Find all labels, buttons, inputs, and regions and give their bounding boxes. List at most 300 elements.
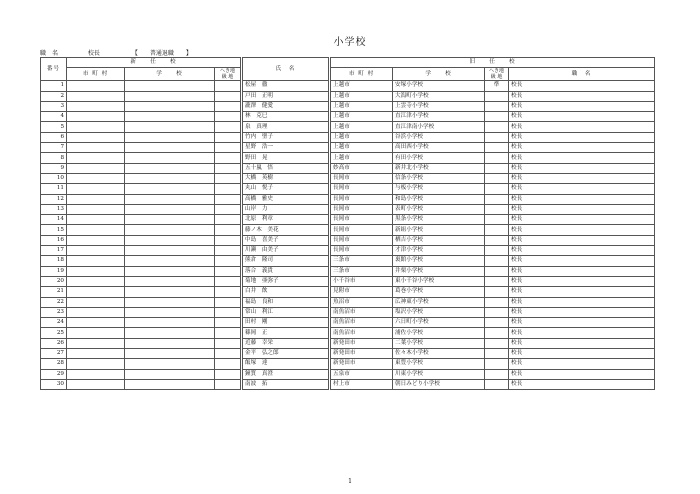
new-school-cell [125, 122, 215, 132]
new-remote-cell [215, 349, 241, 359]
old-city: 新発田市 [331, 338, 393, 348]
old-city: 上越市 [331, 132, 393, 142]
new-remote-cell [215, 215, 241, 225]
teacher-name: 福島 良和 [243, 297, 329, 307]
teacher-name: 瀧澤 健愛 [243, 101, 329, 111]
old-post: 校長 [509, 349, 655, 359]
old-remote-grade [485, 153, 509, 163]
table-row [41, 143, 655, 153]
new-city-cell [67, 91, 125, 101]
new-school-cell [125, 173, 215, 183]
new-remote-cell [215, 307, 241, 317]
teacher-name: 藤ノ木 美花 [243, 225, 329, 235]
new-school-cell [125, 349, 215, 359]
table-row [41, 297, 655, 307]
row-number: 8 [41, 153, 67, 163]
old-city: 長岡市 [331, 204, 393, 214]
header-new-school: 学 校 [125, 68, 215, 81]
row-number: 7 [41, 143, 67, 153]
new-city-cell [67, 173, 125, 183]
new-remote-cell [215, 132, 241, 142]
new-city-cell [67, 204, 125, 214]
old-city: 五泉市 [331, 369, 393, 379]
table-row [41, 153, 655, 163]
row-number: 13 [41, 204, 67, 214]
new-remote-cell [215, 287, 241, 297]
new-remote-cell [215, 163, 241, 173]
header-old-post: 職 名 [509, 68, 655, 81]
old-post: 校長 [509, 163, 655, 173]
new-city-cell [67, 338, 125, 348]
old-post: 校長 [509, 246, 655, 256]
header-old-remote-grade: へき地 級 地 [485, 68, 509, 81]
old-post: 校長 [509, 307, 655, 317]
teacher-name: 常山 利江 [243, 307, 329, 317]
old-post: 校長 [509, 215, 655, 225]
new-remote-cell [215, 297, 241, 307]
teacher-name: 白井 飲 [243, 287, 329, 297]
old-city: 見附市 [331, 287, 393, 297]
old-school: 栖吉小学校 [393, 235, 485, 245]
header-old-school: 学 校 [393, 68, 485, 81]
new-school-cell [125, 153, 215, 163]
new-remote-cell [215, 194, 241, 204]
old-remote-grade [485, 359, 509, 369]
new-remote-cell [215, 81, 241, 91]
old-post: 校長 [509, 184, 655, 194]
new-city-cell [67, 153, 125, 163]
old-post: 校長 [509, 328, 655, 338]
old-remote-grade [485, 369, 509, 379]
new-remote-cell [215, 225, 241, 235]
table-row [41, 101, 655, 111]
old-city: 長岡市 [331, 194, 393, 204]
new-city-cell [67, 101, 125, 111]
old-school: 塩沢小学校 [393, 307, 485, 317]
new-school-cell [125, 215, 215, 225]
table-row [41, 338, 655, 348]
row-number: 3 [41, 101, 67, 111]
new-remote-cell [215, 379, 241, 389]
new-city-cell [67, 184, 125, 194]
old-post: 校長 [509, 338, 655, 348]
old-school: 井栗小学校 [393, 266, 485, 276]
new-remote-cell [215, 184, 241, 194]
new-remote-cell [215, 256, 241, 266]
row-number: 1 [41, 81, 67, 91]
row-number: 6 [41, 132, 67, 142]
table-row [41, 256, 655, 266]
old-school: 浦佐小学校 [393, 328, 485, 338]
old-city: 上越市 [331, 101, 393, 111]
row-number: 26 [41, 338, 67, 348]
old-school: 有田小学校 [393, 153, 485, 163]
table-row [41, 163, 655, 173]
row-number: 9 [41, 163, 67, 173]
old-school: 表町小学校 [393, 204, 485, 214]
old-remote-grade [485, 235, 509, 245]
table-row [41, 328, 655, 338]
old-city: 妙高市 [331, 163, 393, 173]
old-city: 三条市 [331, 256, 393, 266]
row-number: 14 [41, 215, 67, 225]
row-number: 18 [41, 256, 67, 266]
new-school-cell [125, 266, 215, 276]
old-remote-grade [485, 112, 509, 122]
header-number: 番号 [41, 58, 67, 81]
old-post: 校長 [509, 112, 655, 122]
old-post: 校長 [509, 256, 655, 266]
old-city: 上越市 [331, 143, 393, 153]
new-city-cell [67, 122, 125, 132]
old-school: 安塚小学校 [393, 81, 485, 91]
new-remote-cell [215, 276, 241, 286]
new-remote-cell [215, 246, 241, 256]
old-school: 東小千谷小学校 [393, 276, 485, 286]
old-city: 長岡市 [331, 184, 393, 194]
new-school-cell [125, 318, 215, 328]
old-city: 長岡市 [331, 173, 393, 183]
old-post: 校長 [509, 276, 655, 286]
new-city-cell [67, 225, 125, 235]
new-city-cell [67, 349, 125, 359]
table-row [41, 359, 655, 369]
old-city: 上越市 [331, 153, 393, 163]
old-school: 朝日みどり小学校 [393, 379, 485, 389]
new-city-cell [67, 359, 125, 369]
teacher-name: 南波 拓 [243, 379, 329, 389]
new-school-cell [125, 143, 215, 153]
teacher-name: 篠岡 正 [243, 328, 329, 338]
old-city: 上越市 [331, 91, 393, 101]
teacher-name: 山岸 力 [243, 204, 329, 214]
old-post: 校長 [509, 91, 655, 101]
old-post: 校長 [509, 297, 655, 307]
old-remote-grade [485, 225, 509, 235]
new-school-cell [125, 184, 215, 194]
old-remote-grade [485, 349, 509, 359]
row-number: 19 [41, 266, 67, 276]
old-school: 新井北小学校 [393, 163, 485, 173]
old-school: 高田西小学校 [393, 143, 485, 153]
table-row [41, 276, 655, 286]
old-post: 校長 [509, 266, 655, 276]
new-school-cell [125, 235, 215, 245]
row-number: 16 [41, 235, 67, 245]
new-city-cell [67, 81, 125, 91]
new-remote-cell [215, 266, 241, 276]
old-remote-grade [485, 276, 509, 286]
header-new-school-group: 新 任 校 [67, 58, 241, 68]
new-school-cell [125, 307, 215, 317]
new-city-cell [67, 379, 125, 389]
transfer-roster-table [40, 57, 655, 390]
new-school-cell [125, 81, 215, 91]
new-city-cell [67, 215, 125, 225]
teacher-name: 金平 弘之郎 [243, 349, 329, 359]
old-remote-grade [485, 266, 509, 276]
table-row [41, 225, 655, 235]
new-school-cell [125, 276, 215, 286]
old-remote-grade [485, 297, 509, 307]
old-post: 校長 [509, 204, 655, 214]
old-school: 新組小学校 [393, 225, 485, 235]
old-school: 黒条小学校 [393, 215, 485, 225]
teacher-name: 菊地 亜弥子 [243, 276, 329, 286]
old-remote-grade [485, 184, 509, 194]
table-row [41, 215, 655, 225]
new-city-cell [67, 287, 125, 297]
row-number: 23 [41, 307, 67, 317]
teacher-name: 北原 利章 [243, 215, 329, 225]
new-school-cell [125, 369, 215, 379]
teacher-name: 泉 真理 [243, 122, 329, 132]
old-city: 魚沼市 [331, 297, 393, 307]
old-post: 校長 [509, 101, 655, 111]
new-remote-cell [215, 235, 241, 245]
old-remote-grade: 準 [485, 81, 509, 91]
teacher-name: 松屋 徹 [243, 81, 329, 91]
old-remote-grade [485, 173, 509, 183]
table-row [41, 235, 655, 245]
new-remote-cell [215, 122, 241, 132]
old-school: 川東小学校 [393, 369, 485, 379]
new-city-cell [67, 318, 125, 328]
old-post: 校長 [509, 318, 655, 328]
new-remote-cell [215, 369, 241, 379]
table-row [41, 379, 655, 389]
old-post: 校長 [509, 225, 655, 235]
teacher-name: 野田 晃 [243, 153, 329, 163]
old-remote-grade [485, 194, 509, 204]
old-school: 裏館小学校 [393, 256, 485, 266]
new-remote-cell [215, 153, 241, 163]
new-school-cell [125, 328, 215, 338]
new-school-cell [125, 194, 215, 204]
teacher-name: 田村 剛 [243, 318, 329, 328]
table-row [41, 184, 655, 194]
table-row [41, 122, 655, 132]
teacher-name: 大橋 英樹 [243, 173, 329, 183]
new-city-cell [67, 307, 125, 317]
new-city-cell [67, 163, 125, 173]
old-remote-grade [485, 101, 509, 111]
old-remote-grade [485, 328, 509, 338]
old-remote-grade [485, 338, 509, 348]
old-school: 広神東小学校 [393, 297, 485, 307]
row-number: 12 [41, 194, 67, 204]
new-city-cell [67, 328, 125, 338]
row-number: 27 [41, 349, 67, 359]
table-row [41, 369, 655, 379]
old-city: 上越市 [331, 112, 393, 122]
new-city-cell [67, 235, 125, 245]
old-school: 六日町小学校 [393, 318, 485, 328]
teacher-name: 林 克巳 [243, 112, 329, 122]
teacher-name: 高橋 雅史 [243, 194, 329, 204]
old-remote-grade [485, 132, 509, 142]
new-school-cell [125, 101, 215, 111]
table-row [41, 266, 655, 276]
old-school: 才津小学校 [393, 246, 485, 256]
table-row [41, 204, 655, 214]
table-row [41, 349, 655, 359]
row-number: 4 [41, 112, 67, 122]
new-remote-cell [215, 112, 241, 122]
page-number: 1 [348, 478, 352, 485]
category-label: 【 普通退職 】 [131, 50, 192, 57]
new-city-cell [67, 246, 125, 256]
new-school-cell [125, 256, 215, 266]
teacher-name: 星野 浩一 [243, 143, 329, 153]
old-school: 上雲寺小学校 [393, 101, 485, 111]
job-meta-line [40, 48, 192, 57]
new-school-cell [125, 112, 215, 122]
teacher-name: 落合 義貴 [243, 266, 329, 276]
row-number: 5 [41, 122, 67, 132]
old-post: 校長 [509, 369, 655, 379]
old-city: 長岡市 [331, 246, 393, 256]
old-school: 佐々木小学校 [393, 349, 485, 359]
old-remote-grade [485, 91, 509, 101]
row-number: 25 [41, 328, 67, 338]
old-school: 信条小学校 [393, 173, 485, 183]
teacher-name: 丸山 悦子 [243, 184, 329, 194]
old-remote-grade [485, 379, 509, 389]
old-city: 上越市 [331, 122, 393, 132]
table-row [41, 91, 655, 101]
job-label: 職 名 [40, 50, 59, 57]
old-post: 校長 [509, 173, 655, 183]
table-row [41, 307, 655, 317]
old-city: 村上市 [331, 379, 393, 389]
header-old-city: 市 町 村 [331, 68, 393, 81]
new-school-cell [125, 163, 215, 173]
new-school-cell [125, 379, 215, 389]
old-post: 校長 [509, 287, 655, 297]
new-city-cell [67, 369, 125, 379]
old-city: 南魚沼市 [331, 328, 393, 338]
old-school: 和島小学校 [393, 194, 485, 204]
new-school-cell [125, 132, 215, 142]
old-school: 大潟町小学校 [393, 91, 485, 101]
new-city-cell [67, 266, 125, 276]
old-post: 校長 [509, 379, 655, 389]
row-number: 29 [41, 369, 67, 379]
old-city: 上越市 [331, 81, 393, 91]
table-row [41, 132, 655, 142]
table-row [41, 112, 655, 122]
new-remote-cell [215, 101, 241, 111]
old-remote-grade [485, 215, 509, 225]
new-school-cell [125, 338, 215, 348]
row-number: 30 [41, 379, 67, 389]
old-post: 校長 [509, 359, 655, 369]
old-school: 東豊小学校 [393, 359, 485, 369]
new-remote-cell [215, 328, 241, 338]
old-school: 二葉小学校 [393, 338, 485, 348]
new-school-cell [125, 91, 215, 101]
row-number: 15 [41, 225, 67, 235]
old-city: 長岡市 [331, 225, 393, 235]
header-new-remote-grade: へき地 級 地 [215, 68, 241, 81]
old-post: 校長 [509, 132, 655, 142]
row-number: 28 [41, 359, 67, 369]
row-number: 22 [41, 297, 67, 307]
header-old-school-group: 旧 任 校 [331, 58, 655, 68]
old-post: 校長 [509, 235, 655, 245]
row-number: 21 [41, 287, 67, 297]
new-city-cell [67, 276, 125, 286]
teacher-name: 戸田 正明 [243, 91, 329, 101]
old-school: 直江津南小学校 [393, 122, 485, 132]
new-city-cell [67, 143, 125, 153]
table-row [41, 81, 655, 91]
old-post: 校長 [509, 81, 655, 91]
new-city-cell [67, 297, 125, 307]
new-school-cell [125, 204, 215, 214]
teacher-name: 五十嵐 悟 [243, 163, 329, 173]
old-city: 新発田市 [331, 359, 393, 369]
old-post: 校長 [509, 153, 655, 163]
old-city: 新発田市 [331, 349, 393, 359]
old-post: 校長 [509, 122, 655, 132]
teacher-name: 鐘質 真澄 [243, 369, 329, 379]
row-number: 11 [41, 184, 67, 194]
new-city-cell [67, 112, 125, 122]
old-school: 与板小学校 [393, 184, 485, 194]
header-name: 氏 名 [243, 58, 329, 81]
old-remote-grade [485, 122, 509, 132]
job-value: 校長 [87, 50, 100, 57]
table-row [41, 318, 655, 328]
new-remote-cell [215, 338, 241, 348]
new-remote-cell [215, 204, 241, 214]
new-school-cell [125, 297, 215, 307]
old-post: 校長 [509, 194, 655, 204]
new-school-cell [125, 287, 215, 297]
row-number: 17 [41, 246, 67, 256]
old-city: 長岡市 [331, 235, 393, 245]
row-number: 24 [41, 318, 67, 328]
old-school: 葛巻小学校 [393, 287, 485, 297]
roster-body [41, 81, 655, 390]
new-school-cell [125, 246, 215, 256]
new-remote-cell [215, 359, 241, 369]
old-city: 南魚沼市 [331, 307, 393, 317]
row-number: 2 [41, 91, 67, 101]
new-city-cell [67, 256, 125, 266]
new-remote-cell [215, 318, 241, 328]
old-city: 長岡市 [331, 215, 393, 225]
new-remote-cell [215, 173, 241, 183]
old-remote-grade [485, 307, 509, 317]
table-row [41, 246, 655, 256]
old-remote-grade [485, 246, 509, 256]
teacher-name: 飯塚 達 [243, 359, 329, 369]
old-remote-grade [485, 204, 509, 214]
teacher-name: 近藤 幸栄 [243, 338, 329, 348]
new-city-cell [67, 132, 125, 142]
new-city-cell [67, 194, 125, 204]
old-city: 小千谷市 [331, 276, 393, 286]
teacher-name: 川瀬 由美子 [243, 246, 329, 256]
teacher-name: 中島 喜美子 [243, 235, 329, 245]
old-remote-grade [485, 143, 509, 153]
teacher-name: 熊倉 隆司 [243, 256, 329, 266]
old-city: 南魚沼市 [331, 318, 393, 328]
document-title: 小学校 [333, 37, 367, 48]
